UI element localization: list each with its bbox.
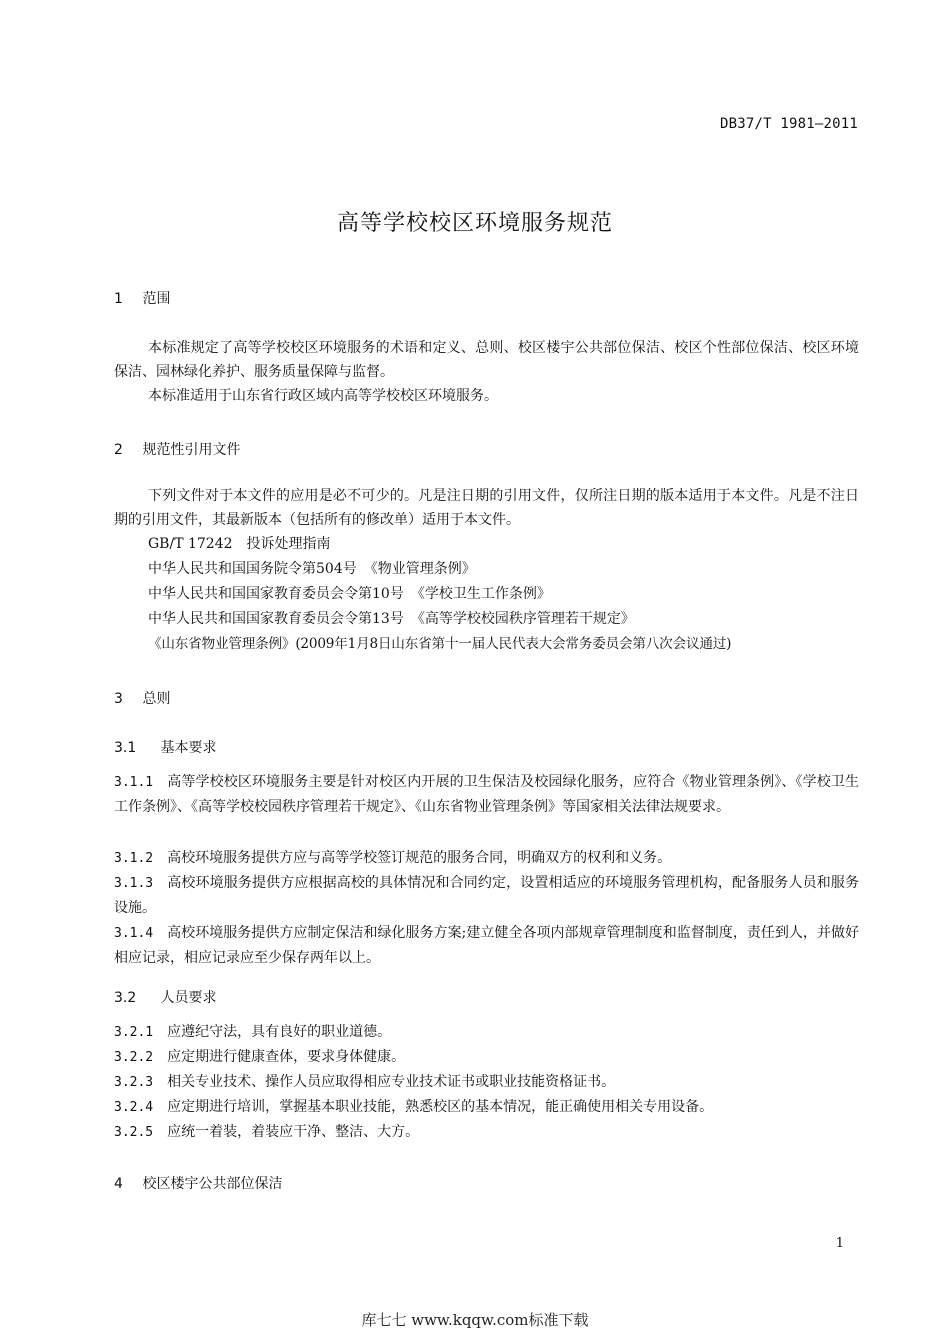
page-number: 1 bbox=[835, 1236, 844, 1251]
watermark-text: 库七七 www.kqqw.com标准下载 bbox=[361, 1311, 589, 1329]
section-number: 3 bbox=[114, 691, 123, 707]
section-4-heading bbox=[114, 1173, 282, 1193]
reference-item: 中华人民共和国国务院令第504号 《物业管理条例》 bbox=[148, 561, 476, 577]
page-title: 高等学校校区环境服务规范 bbox=[336, 211, 613, 236]
clause-text: 应定期进行培训，掌握基本职业技能，熟悉校区的基本情况，能正确使用相关专用设备。 bbox=[167, 1099, 714, 1115]
clause bbox=[114, 921, 859, 970]
clause-text: 应统一着装，着装应干净、整洁、大方。 bbox=[167, 1124, 420, 1140]
clause bbox=[114, 846, 859, 871]
section-number: 4 bbox=[114, 1176, 123, 1192]
section-title: 规范性引用文件 bbox=[142, 442, 241, 458]
clause-number: 3.2.1 bbox=[114, 1025, 154, 1040]
section-title: 校区楼宇公共部位保洁 bbox=[142, 1176, 283, 1192]
clause bbox=[114, 1020, 859, 1045]
reference-item: 中华人民共和国国家教育委员会令第10号 《学校卫生工作条例》 bbox=[148, 586, 551, 602]
clause-number: 3.1.4 bbox=[114, 926, 154, 941]
clause-text: 高校环境服务提供方应根据高校的具体情况和合同约定，设置相适应的环境服务管理机构，配备服务人员和服务设施。 bbox=[114, 875, 859, 916]
reference-item: GB/T 17242 投诉处理指南 bbox=[148, 536, 331, 552]
clause-number: 3.2.2 bbox=[114, 1050, 154, 1065]
clause-text: 相关专业技术、操作人员应取得相应专业技术证书或职业技能资格证书。 bbox=[167, 1074, 616, 1090]
clause bbox=[114, 770, 859, 819]
clause bbox=[114, 1045, 859, 1070]
subsection-number: 3.2 bbox=[114, 990, 137, 1006]
section-number: 1 bbox=[114, 291, 123, 307]
paragraph: 下列文件对于本文件的应用是必不可少的。凡是注日期的引用文件，仅所注日期的版本适用于本文件。凡是不注日期的引用文件，其最新版本（包括所有的修改单）适用于本文件。 bbox=[114, 488, 859, 528]
section-number: 2 bbox=[114, 442, 123, 458]
subsection-title: 基本要求 bbox=[160, 740, 217, 756]
clause-number: 3.1.3 bbox=[114, 876, 154, 891]
clause-text: 高校环境服务提供方应与高等学校签订规范的服务合同，明确双方的权利和义务。 bbox=[167, 850, 672, 866]
section-2-heading bbox=[114, 439, 240, 459]
clause-text: 应定期进行健康查体，要求身体健康。 bbox=[167, 1049, 406, 1065]
paragraph: 本标准规定了高等学校校区环境服务的术语和定义、总则、校区楼宇公共部位保洁、校区个性部位保洁、校区环境保洁、园林绿化养护、服务质量保障与监督。 bbox=[114, 340, 859, 380]
clause bbox=[114, 1095, 859, 1120]
clause-number: 3.1.2 bbox=[114, 851, 154, 866]
clause bbox=[114, 1120, 859, 1145]
clause-number: 3.1.1 bbox=[114, 775, 154, 790]
clause bbox=[114, 871, 859, 920]
clause-number: 3.2.3 bbox=[114, 1075, 154, 1090]
subsection-3-1-heading bbox=[114, 737, 216, 757]
section-title: 范围 bbox=[142, 291, 171, 307]
clause-text: 高校环境服务提供方应制定保洁和绿化服务方案;建立健全各项内部规章管理制度和监督制度，责任到人，并做好相应记录，相应记录应至少保存两年以上。 bbox=[114, 925, 859, 966]
subsection-number: 3.1 bbox=[114, 740, 137, 756]
reference-item: 《山东省物业管理条例》(2009年1月8日山东省第十一届人民代表大会常务委员会第八次会议通过) bbox=[148, 636, 732, 652]
clause-text: 应遵纪守法，具有良好的职业道德。 bbox=[167, 1024, 392, 1040]
clause bbox=[114, 1070, 859, 1095]
standard-code: DB37/T 1981—2011 bbox=[719, 116, 858, 132]
section-1-heading bbox=[114, 288, 170, 308]
subsection-title: 人员要求 bbox=[160, 990, 217, 1006]
clause-text: 高等学校校区环境服务主要是针对校区内开展的卫生保洁及校园绿化服务，应符合《物业管理条例》、《学校卫生工作条例》、《高等学校校园秩序管理若干规定》、《山东省物业管理条例》等国家相关法律法规要求。 bbox=[114, 774, 859, 815]
reference-item: 中华人民共和国国家教育委员会令第13号 《高等学校校园秩序管理若干规定》 bbox=[148, 611, 635, 627]
subsection-3-2-heading bbox=[114, 987, 216, 1007]
section-3-heading bbox=[114, 688, 170, 708]
section-title: 总则 bbox=[142, 691, 171, 707]
clause-number: 3.2.5 bbox=[114, 1125, 154, 1140]
paragraph: 本标准适用于山东省行政区域内高等学校校区环境服务。 bbox=[148, 388, 498, 404]
clause-number: 3.2.4 bbox=[114, 1100, 154, 1115]
